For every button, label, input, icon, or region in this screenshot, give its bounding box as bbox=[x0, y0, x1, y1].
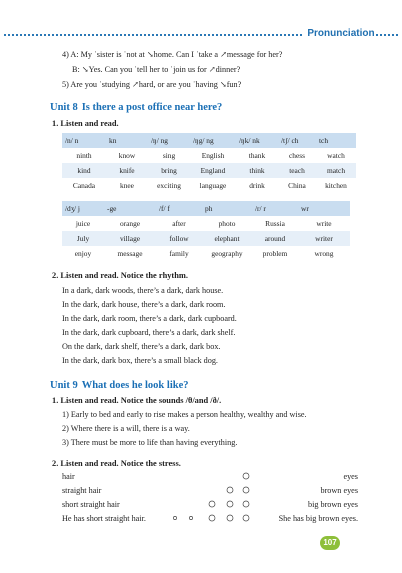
unit8-heading bbox=[50, 102, 222, 113]
stress-circle-large bbox=[209, 501, 215, 507]
table-cell: around bbox=[264, 234, 286, 243]
table-cell: write bbox=[316, 219, 332, 228]
table-cell: knife bbox=[119, 166, 135, 175]
sound-sentence: 3) There must be more to life than having everything. bbox=[62, 438, 238, 447]
unit-title: Is there a post office near here? bbox=[81, 102, 223, 113]
unit-number: Unit 9 bbox=[50, 380, 78, 391]
exercise-heading: 1. Listen and read. Notice the sounds /θ/and /ð/. bbox=[52, 396, 222, 405]
table-header-cell: /f/ f bbox=[159, 204, 170, 213]
stress-phrase-right: big brown eyes bbox=[307, 500, 358, 509]
exercise-heading: 2. Listen and read. Notice the rhythm. bbox=[52, 271, 188, 280]
table-cell: language bbox=[199, 181, 227, 190]
stress-circle-large bbox=[227, 501, 233, 507]
table-row bbox=[62, 246, 350, 261]
phonics-table-2 bbox=[62, 201, 350, 261]
table-cell: village bbox=[119, 234, 141, 243]
stress-phrase-left: hair bbox=[62, 472, 75, 481]
table-cell: after bbox=[172, 219, 186, 228]
table-cell: wrong bbox=[314, 249, 334, 258]
stress-circle-large bbox=[227, 487, 233, 493]
stress-markers bbox=[160, 470, 260, 526]
table-row bbox=[62, 216, 350, 231]
stress-phrase-left: straight hair bbox=[62, 486, 102, 495]
rhythm-line: On the dark, dark shelf, there’s a dark, dark box. bbox=[62, 342, 221, 351]
table-cell: English bbox=[201, 151, 225, 160]
rhythm-line: In the dark, dark box, there’s a small black dog. bbox=[62, 356, 218, 365]
table-cell: bring bbox=[161, 166, 177, 175]
table-header-row bbox=[62, 133, 356, 148]
dialogue-line: 4) A: My ˈsister is ˈnot at ↘home. Can I ˈtake a ↗message for her? bbox=[62, 50, 283, 59]
table-cell: enjoy bbox=[74, 249, 92, 258]
table-row bbox=[62, 163, 356, 178]
table-cell: Russia bbox=[265, 219, 285, 228]
table-cell: chess bbox=[288, 151, 305, 160]
table-cell: know bbox=[118, 151, 136, 160]
unit-number: Unit 8 bbox=[50, 102, 78, 113]
table-cell: teach bbox=[289, 166, 305, 175]
stress-circle-large bbox=[243, 473, 249, 479]
table-cell: match bbox=[326, 166, 346, 175]
table-header-cell: /ŋk/ nk bbox=[239, 136, 260, 145]
table-header-cell: tch bbox=[319, 136, 329, 145]
dialogue-line: B: ↘Yes. Can you ˈtell her to ˈjoin us for ↗dinner? bbox=[72, 65, 241, 74]
table-header-cell: -ge bbox=[107, 204, 117, 213]
table-cell: geography bbox=[211, 249, 243, 258]
table-header-cell: /ŋg/ ng bbox=[193, 136, 214, 145]
table-cell: kind bbox=[77, 166, 91, 175]
stress-phrase-right: brown eyes bbox=[320, 486, 358, 495]
table-header-cell: /n/ n bbox=[65, 136, 79, 145]
page-header bbox=[0, 28, 402, 42]
sound-sentence: 1) Early to bed and early to rise makes a person healthy, wealthy and wise. bbox=[62, 410, 307, 419]
table-header-cell: /r/ r bbox=[255, 204, 266, 213]
table-header-cell: /ŋ/ ng bbox=[151, 136, 169, 145]
table-cell: writer bbox=[315, 234, 333, 243]
phonics-table-1 bbox=[62, 133, 356, 193]
table-cell: orange bbox=[119, 219, 141, 228]
table-row bbox=[62, 148, 356, 163]
stress-phrase-right: She has big brown eyes. bbox=[278, 514, 358, 523]
table-cell: ninth bbox=[76, 151, 92, 160]
table-cell: problem bbox=[262, 249, 288, 258]
table-cell: July bbox=[76, 234, 90, 243]
table-header-cell: kn bbox=[109, 136, 117, 145]
table-header-row bbox=[62, 201, 350, 216]
table-header-cell: /tʃ/ ch bbox=[281, 136, 299, 145]
stress-circle-large bbox=[243, 515, 249, 521]
exercise-heading: 1. Listen and read. bbox=[52, 119, 119, 128]
stress-circle-small bbox=[173, 516, 176, 519]
stress-circle-large bbox=[227, 515, 233, 521]
table-cell: kitchen bbox=[325, 181, 347, 190]
unit9-heading bbox=[50, 380, 188, 391]
table-cell: photo bbox=[218, 219, 236, 228]
table-cell: watch bbox=[327, 151, 345, 160]
stress-circle-large bbox=[209, 515, 215, 521]
table-header-cell: wr bbox=[301, 204, 309, 213]
table-cell: follow bbox=[169, 234, 189, 243]
table-header-cell: ph bbox=[205, 204, 213, 213]
sound-sentence: 2) Where there is a will, there is a way. bbox=[62, 424, 190, 433]
table-row bbox=[62, 178, 356, 193]
rhythm-line: In the dark, dark house, there’s a dark, dark room. bbox=[62, 300, 226, 309]
table-cell: think bbox=[249, 166, 265, 175]
stress-phrase-left: short straight hair bbox=[62, 500, 120, 509]
table-cell: message bbox=[117, 249, 143, 258]
rhythm-line: In the dark, dark room, there’s a dark, dark cupboard. bbox=[62, 314, 237, 323]
table-cell: exciting bbox=[157, 181, 181, 190]
stress-circle-small bbox=[189, 516, 192, 519]
stress-circle-large bbox=[243, 501, 249, 507]
table-cell: sing bbox=[162, 151, 176, 160]
table-cell: Canada bbox=[72, 181, 96, 190]
rhythm-line: In a dark, dark woods, there’s a dark, dark house. bbox=[62, 286, 224, 295]
table-cell: England bbox=[200, 166, 226, 175]
table-cell: family bbox=[169, 249, 189, 258]
stress-circle-large bbox=[243, 487, 249, 493]
table-cell: thank bbox=[248, 151, 266, 160]
rhythm-line: In the dark, dark cupboard, there’s a dark, dark shelf. bbox=[62, 328, 236, 337]
table-header-cell: /dʒ/ j bbox=[65, 204, 80, 213]
table-cell: juice bbox=[75, 219, 91, 228]
table-cell: China bbox=[288, 181, 306, 190]
table-cell: knee bbox=[120, 181, 134, 190]
header-dotted-rule bbox=[4, 34, 302, 36]
table-cell: elephant bbox=[214, 234, 240, 243]
header-dotted-rule-right bbox=[376, 34, 398, 36]
unit-title: What does he look like? bbox=[81, 380, 189, 391]
page-number-badge: 107 bbox=[320, 536, 340, 550]
dialogue-line: 5) Are you ˈstudying ↗hard, or are you ˈhaving ↘fun? bbox=[62, 80, 242, 89]
stress-phrase-left: He has short straight hair. bbox=[62, 514, 146, 523]
stress-phrase-right: eyes bbox=[343, 472, 358, 481]
table-row bbox=[62, 231, 350, 246]
exercise-heading: 2. Listen and read. Notice the stress. bbox=[52, 459, 181, 468]
section-label: Pronunciation bbox=[307, 28, 375, 39]
table-cell: drink bbox=[249, 181, 265, 190]
